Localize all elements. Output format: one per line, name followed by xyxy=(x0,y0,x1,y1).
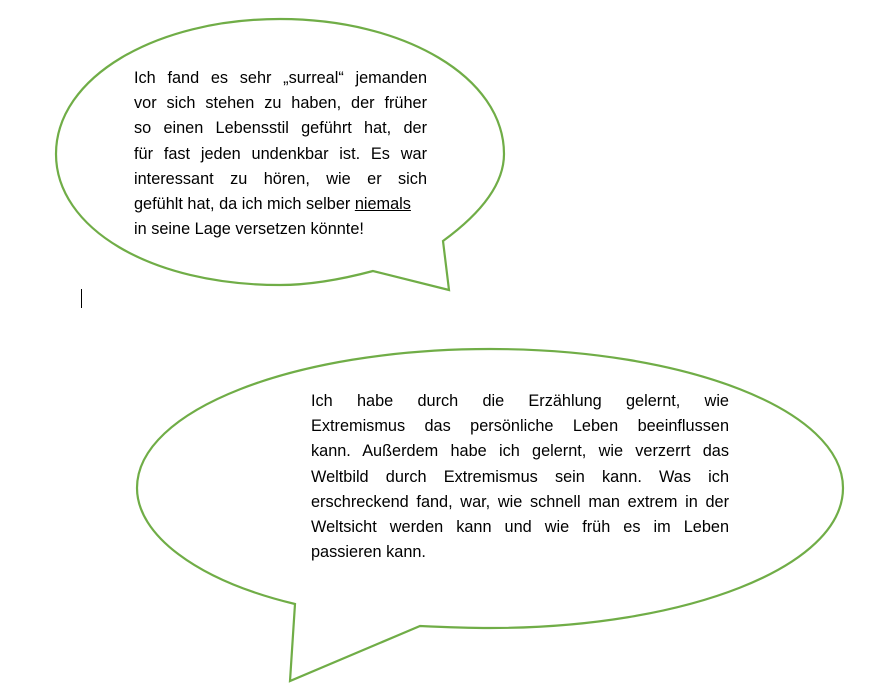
speech-bubble-2-text xyxy=(311,389,729,565)
bubble-2-line-3: kann. Außerdem habe ich gelernt, wie verzerrt das xyxy=(311,442,729,461)
bubble-1-line-2: vor sich stehen zu haben, der früher xyxy=(134,94,427,113)
bubble-2-line-4: Weltbild durch Extremismus sein kann. Was ich xyxy=(311,467,729,486)
bubble-1-line-5: interessant zu hören, wie er sich xyxy=(134,169,427,188)
underlined-word: niemals xyxy=(354,194,411,213)
bubble-1-line-6-start: gefühlt hat, da ich mich selber xyxy=(134,194,355,213)
bubble-2-line-5: erschreckend fand, war, wie schnell man extrem in der xyxy=(311,492,729,511)
bubble-2-line-7: passieren kann. xyxy=(311,543,426,562)
bubble-2-line-1: Ich habe durch die Erzählung gelernt, wie xyxy=(311,392,729,410)
bubble-1-line-1: Ich fand es sehr „surreal“ jemanden xyxy=(134,69,427,87)
bubble-2-line-2: Extremismus das persönliche Leben beeinflussen xyxy=(311,417,729,436)
bubble-1-line-7: in seine Lage versetzen könnte! xyxy=(134,220,364,239)
bubble-1-line-3: so einen Lebensstil geführt hat, der xyxy=(134,119,427,138)
text-cursor[interactable] xyxy=(81,289,82,308)
speech-bubble-1-text xyxy=(134,66,427,242)
bubble-2-line-6: Weltsicht werden kann und wie früh es im Leben xyxy=(311,517,729,536)
bubble-1-line-4: für fast jeden undenkbar ist. Es war xyxy=(134,144,427,163)
bubble-1-line-6 xyxy=(134,192,427,217)
